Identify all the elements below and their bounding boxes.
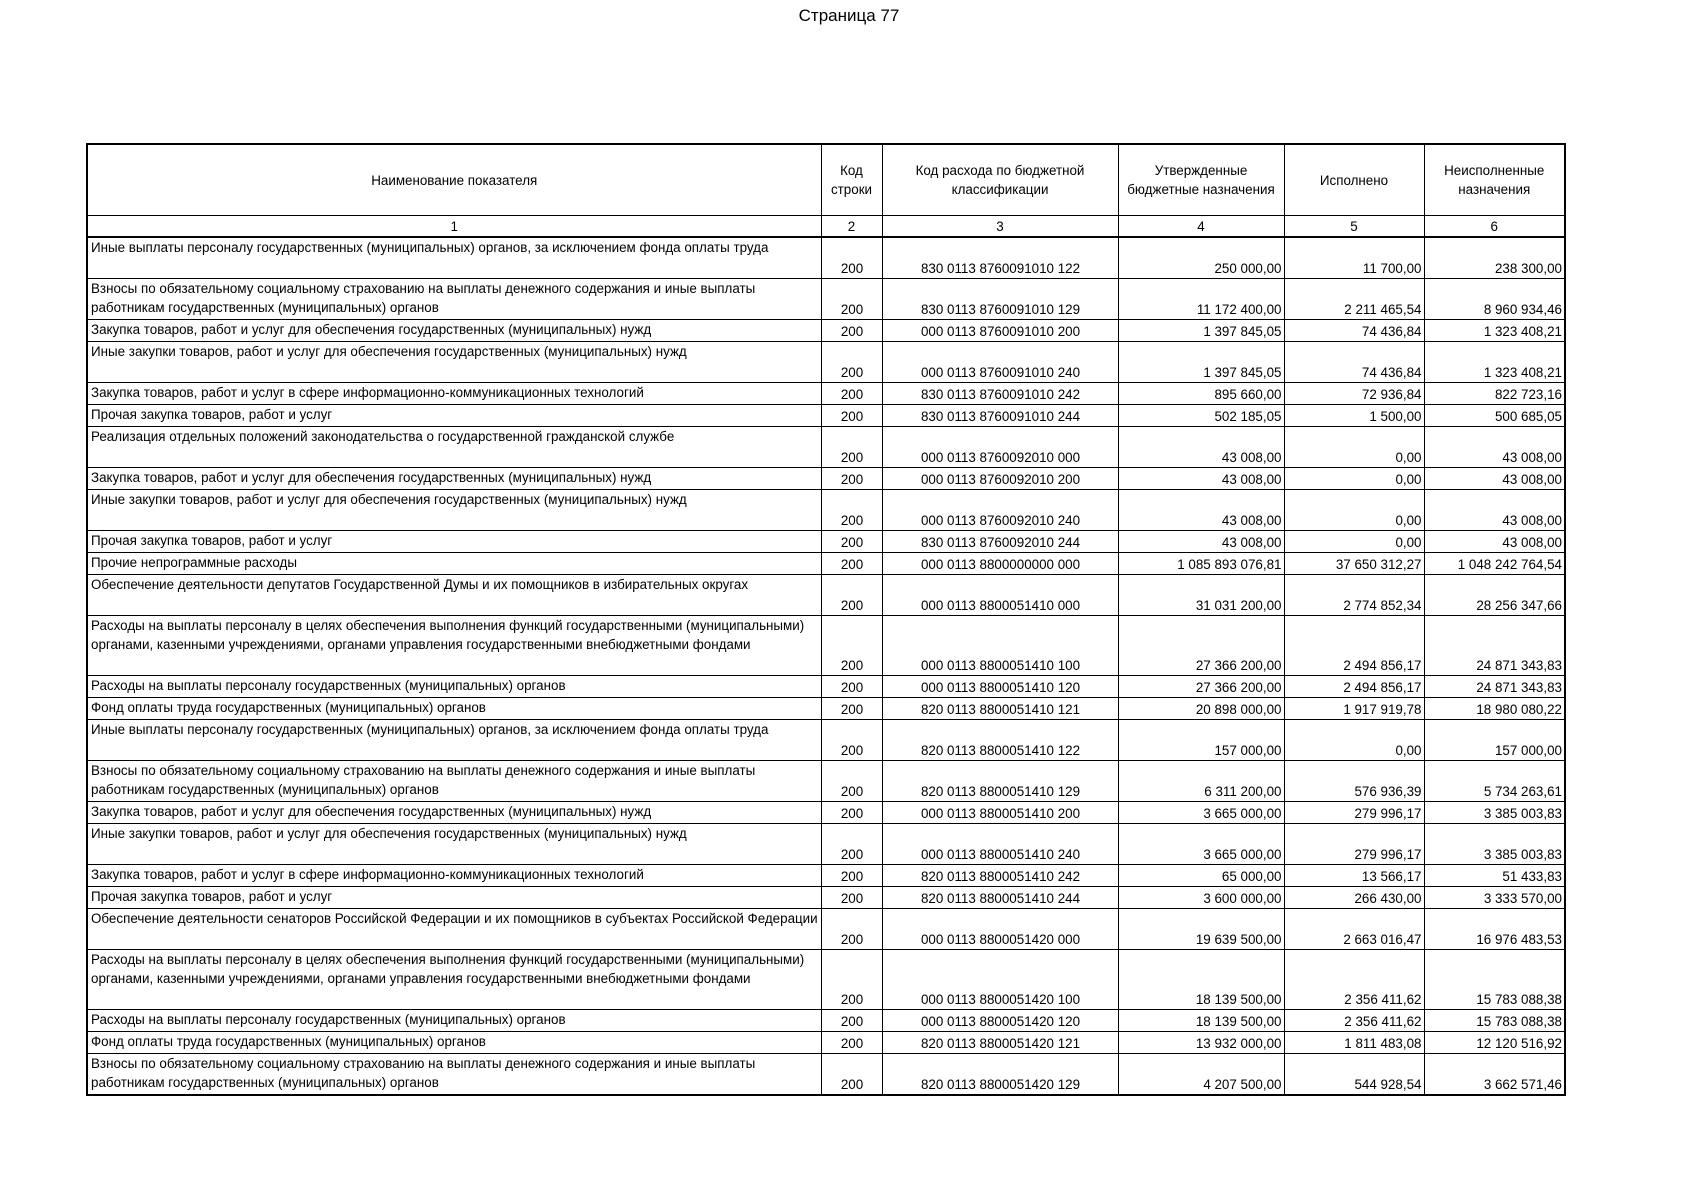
row-budget-code: 830 0113 8760091010 244 <box>882 405 1118 427</box>
row-line-code: 200 <box>821 698 882 720</box>
row-approved: 43 008,00 <box>1118 490 1284 531</box>
table-body <box>87 237 1565 1095</box>
row-name: Взносы по обязательному социальному страхованию на выплаты денежного содержания и иные выплаты работникам государственных (муниципальных) органов <box>87 761 821 802</box>
row-line-code: 200 <box>821 320 882 342</box>
row-approved: 11 172 400,00 <box>1118 279 1284 320</box>
row-executed: 2 211 465,54 <box>1284 279 1424 320</box>
row-executed: 0,00 <box>1284 490 1424 531</box>
row-unexecuted: 3 333 570,00 <box>1424 887 1565 909</box>
row-unexecuted: 1 048 242 764,54 <box>1424 553 1565 575</box>
row-executed: 0,00 <box>1284 531 1424 553</box>
row-executed: 2 356 411,62 <box>1284 1010 1424 1032</box>
row-line-code: 200 <box>821 865 882 887</box>
table-row <box>87 405 1565 427</box>
row-unexecuted: 43 008,00 <box>1424 531 1565 553</box>
row-executed: 72 936,84 <box>1284 383 1424 405</box>
row-unexecuted: 24 871 343,83 <box>1424 676 1565 698</box>
row-budget-code: 000 0113 8800051410 200 <box>882 802 1118 824</box>
table-row <box>87 887 1565 909</box>
row-name: Расходы на выплаты персоналу государственных (муниципальных) органов <box>87 1010 821 1032</box>
row-approved: 502 185,05 <box>1118 405 1284 427</box>
row-approved: 31 031 200,00 <box>1118 575 1284 616</box>
row-executed: 0,00 <box>1284 720 1424 761</box>
table-row <box>87 427 1565 468</box>
row-approved: 43 008,00 <box>1118 427 1284 468</box>
row-executed: 576 936,39 <box>1284 761 1424 802</box>
row-line-code: 200 <box>821 761 882 802</box>
row-unexecuted: 1 323 408,21 <box>1424 342 1565 383</box>
row-budget-code: 000 0113 8800051410 100 <box>882 616 1118 676</box>
row-unexecuted: 500 685,05 <box>1424 405 1565 427</box>
row-executed: 74 436,84 <box>1284 320 1424 342</box>
row-name: Фонд оплаты труда государственных (муниципальных) органов <box>87 1032 821 1054</box>
row-unexecuted: 43 008,00 <box>1424 490 1565 531</box>
column-header-budget-code: Код расхода по бюджетной классификации <box>882 144 1118 216</box>
row-name: Закупка товаров, работ и услуг для обеспечения государственных (муниципальных) нужд <box>87 468 821 490</box>
row-executed: 279 996,17 <box>1284 824 1424 865</box>
row-executed: 0,00 <box>1284 468 1424 490</box>
column-header-line-code: Код строки <box>821 144 882 216</box>
row-approved: 43 008,00 <box>1118 531 1284 553</box>
row-unexecuted: 1 323 408,21 <box>1424 320 1565 342</box>
row-line-code: 200 <box>821 950 882 1010</box>
row-budget-code: 820 0113 8800051420 129 <box>882 1054 1118 1096</box>
row-line-code: 200 <box>821 383 882 405</box>
column-number: 1 <box>87 216 821 238</box>
row-unexecuted: 3 662 571,46 <box>1424 1054 1565 1096</box>
row-name: Закупка товаров, работ и услуг для обеспечения государственных (муниципальных) нужд <box>87 802 821 824</box>
row-line-code: 200 <box>821 531 882 553</box>
row-budget-code: 000 0113 8760092010 200 <box>882 468 1118 490</box>
table-row <box>87 320 1565 342</box>
row-name: Закупка товаров, работ и услуг в сфере информационно-коммуникационных технологий <box>87 865 821 887</box>
row-name: Расходы на выплаты персоналу государственных (муниципальных) органов <box>87 676 821 698</box>
row-budget-code: 000 0113 8800051410 000 <box>882 575 1118 616</box>
column-number: 3 <box>882 216 1118 238</box>
table-row <box>87 802 1565 824</box>
row-approved: 18 139 500,00 <box>1118 1010 1284 1032</box>
row-budget-code: 000 0113 8760091010 200 <box>882 320 1118 342</box>
row-budget-code: 830 0113 8760091010 129 <box>882 279 1118 320</box>
row-budget-code: 000 0113 8800000000 000 <box>882 553 1118 575</box>
row-executed: 1 811 483,08 <box>1284 1032 1424 1054</box>
row-approved: 27 366 200,00 <box>1118 676 1284 698</box>
row-budget-code: 830 0113 8760091010 242 <box>882 383 1118 405</box>
table-row <box>87 761 1565 802</box>
row-executed: 37 650 312,27 <box>1284 553 1424 575</box>
row-unexecuted: 28 256 347,66 <box>1424 575 1565 616</box>
row-line-code: 200 <box>821 342 882 383</box>
table-row <box>87 342 1565 383</box>
column-header-name: Наименование показателя <box>87 144 821 216</box>
row-line-code: 200 <box>821 887 882 909</box>
row-name: Закупка товаров, работ и услуг в сфере информационно-коммуникационных технологий <box>87 383 821 405</box>
page-title: Страница 77 <box>798 6 900 25</box>
row-approved: 1 397 845,05 <box>1118 320 1284 342</box>
row-name: Обеспечение деятельности сенаторов Российской Федерации и их помощников в субъектах Российской Федерации <box>87 909 821 950</box>
row-line-code: 200 <box>821 553 882 575</box>
row-unexecuted: 51 433,83 <box>1424 865 1565 887</box>
row-name: Закупка товаров, работ и услуг для обеспечения государственных (муниципальных) нужд <box>87 320 821 342</box>
row-line-code: 200 <box>821 427 882 468</box>
row-executed: 2 663 016,47 <box>1284 909 1424 950</box>
row-name: Иные закупки товаров, работ и услуг для обеспечения государственных (муниципальных) нужд <box>87 490 821 531</box>
row-unexecuted: 43 008,00 <box>1424 468 1565 490</box>
row-approved: 27 366 200,00 <box>1118 616 1284 676</box>
row-approved: 3 665 000,00 <box>1118 802 1284 824</box>
row-executed: 1 500,00 <box>1284 405 1424 427</box>
row-unexecuted: 24 871 343,83 <box>1424 616 1565 676</box>
row-budget-code: 820 0113 8800051410 129 <box>882 761 1118 802</box>
table-row <box>87 1054 1565 1096</box>
row-name: Иные закупки товаров, работ и услуг для обеспечения государственных (муниципальных) нужд <box>87 342 821 383</box>
row-unexecuted: 157 000,00 <box>1424 720 1565 761</box>
row-budget-code: 000 0113 8760092010 000 <box>882 427 1118 468</box>
row-unexecuted: 43 008,00 <box>1424 427 1565 468</box>
row-executed: 74 436,84 <box>1284 342 1424 383</box>
table-row <box>87 824 1565 865</box>
table-row <box>87 468 1565 490</box>
row-budget-code: 000 0113 8800051410 240 <box>882 824 1118 865</box>
row-name: Иные закупки товаров, работ и услуг для обеспечения государственных (муниципальных) нужд <box>87 824 821 865</box>
row-approved: 3 665 000,00 <box>1118 824 1284 865</box>
row-line-code: 200 <box>821 490 882 531</box>
row-name: Прочая закупка товаров, работ и услуг <box>87 887 821 909</box>
row-line-code: 200 <box>821 237 882 279</box>
row-name: Прочие непрограммные расходы <box>87 553 821 575</box>
table-row <box>87 279 1565 320</box>
row-name: Обеспечение деятельности депутатов Государственной Думы и их помощников в избирательных округах <box>87 575 821 616</box>
row-line-code: 200 <box>821 1010 882 1032</box>
row-approved: 3 600 000,00 <box>1118 887 1284 909</box>
row-budget-code: 830 0113 8760092010 244 <box>882 531 1118 553</box>
table-row <box>87 1010 1565 1032</box>
row-unexecuted: 15 783 088,38 <box>1424 1010 1565 1032</box>
row-line-code: 200 <box>821 824 882 865</box>
column-header-executed: Исполнено <box>1284 144 1424 216</box>
row-executed: 279 996,17 <box>1284 802 1424 824</box>
budget-report-table <box>86 143 1566 1096</box>
row-approved: 1 085 893 076,81 <box>1118 553 1284 575</box>
row-approved: 19 639 500,00 <box>1118 909 1284 950</box>
row-budget-code: 820 0113 8800051410 242 <box>882 865 1118 887</box>
table-row <box>87 490 1565 531</box>
row-unexecuted: 5 734 263,61 <box>1424 761 1565 802</box>
table-row <box>87 383 1565 405</box>
column-number: 5 <box>1284 216 1424 238</box>
row-line-code: 200 <box>821 1032 882 1054</box>
row-unexecuted: 15 783 088,38 <box>1424 950 1565 1010</box>
column-header-approved: Утвержденные бюджетные назначения <box>1118 144 1284 216</box>
row-line-code: 200 <box>821 575 882 616</box>
row-budget-code: 000 0113 8800051420 100 <box>882 950 1118 1010</box>
row-approved: 895 660,00 <box>1118 383 1284 405</box>
row-unexecuted: 3 385 003,83 <box>1424 824 1565 865</box>
column-number: 2 <box>821 216 882 238</box>
row-executed: 2 494 856,17 <box>1284 676 1424 698</box>
table-row <box>87 950 1565 1010</box>
row-budget-code: 000 0113 8760091010 240 <box>882 342 1118 383</box>
table-row <box>87 553 1565 575</box>
row-name: Взносы по обязательному социальному страхованию на выплаты денежного содержания и иные выплаты работникам государственных (муниципальных) органов <box>87 279 821 320</box>
row-budget-code: 000 0113 8800051420 120 <box>882 1010 1118 1032</box>
table-row <box>87 909 1565 950</box>
table-row <box>87 1032 1565 1054</box>
table-row <box>87 720 1565 761</box>
row-approved: 157 000,00 <box>1118 720 1284 761</box>
row-line-code: 200 <box>821 909 882 950</box>
row-executed: 2 356 411,62 <box>1284 950 1424 1010</box>
column-number: 6 <box>1424 216 1565 238</box>
row-budget-code: 830 0113 8760091010 122 <box>882 237 1118 279</box>
table-row <box>87 575 1565 616</box>
row-unexecuted: 822 723,16 <box>1424 383 1565 405</box>
row-unexecuted: 18 980 080,22 <box>1424 698 1565 720</box>
row-name: Взносы по обязательному социальному страхованию на выплаты денежного содержания и иные выплаты работникам государственных (муниципальных) органов <box>87 1054 821 1096</box>
row-name: Иные выплаты персоналу государственных (муниципальных) органов, за исключением фонда оплаты труда <box>87 237 821 279</box>
row-line-code: 200 <box>821 468 882 490</box>
row-executed: 0,00 <box>1284 427 1424 468</box>
row-budget-code: 820 0113 8800051420 121 <box>882 1032 1118 1054</box>
row-budget-code: 820 0113 8800051410 121 <box>882 698 1118 720</box>
row-approved: 1 397 845,05 <box>1118 342 1284 383</box>
row-name: Расходы на выплаты персоналу в целях обеспечения выполнения функций государственными (муниципальными) органами, казенными учреждениями, органами управления государственными внебюджетными фондами <box>87 616 821 676</box>
row-approved: 20 898 000,00 <box>1118 698 1284 720</box>
row-name: Прочая закупка товаров, работ и услуг <box>87 531 821 553</box>
row-line-code: 200 <box>821 676 882 698</box>
row-name: Прочая закупка товаров, работ и услуг <box>87 405 821 427</box>
row-unexecuted: 8 960 934,46 <box>1424 279 1565 320</box>
row-budget-code: 820 0113 8800051410 122 <box>882 720 1118 761</box>
row-budget-code: 820 0113 8800051410 244 <box>882 887 1118 909</box>
row-name: Расходы на выплаты персоналу в целях обеспечения выполнения функций государственными (муниципальными) органами, казенными учреждениями, органами управления государственными внебюджетными фондами <box>87 950 821 1010</box>
row-approved: 13 932 000,00 <box>1118 1032 1284 1054</box>
row-executed: 1 917 919,78 <box>1284 698 1424 720</box>
row-line-code: 200 <box>821 720 882 761</box>
row-budget-code: 000 0113 8800051410 120 <box>882 676 1118 698</box>
row-unexecuted: 238 300,00 <box>1424 237 1565 279</box>
row-executed: 544 928,54 <box>1284 1054 1424 1096</box>
row-budget-code: 000 0113 8800051420 000 <box>882 909 1118 950</box>
row-line-code: 200 <box>821 1054 882 1096</box>
row-executed: 2 774 852,34 <box>1284 575 1424 616</box>
table-row <box>87 237 1565 279</box>
row-approved: 18 139 500,00 <box>1118 950 1284 1010</box>
row-line-code: 200 <box>821 405 882 427</box>
row-name: Иные выплаты персоналу государственных (муниципальных) органов, за исключением фонда оплаты труда <box>87 720 821 761</box>
row-line-code: 200 <box>821 279 882 320</box>
row-executed: 2 494 856,17 <box>1284 616 1424 676</box>
row-approved: 43 008,00 <box>1118 468 1284 490</box>
column-header-unexecuted: Неисполненные назначения <box>1424 144 1565 216</box>
row-unexecuted: 3 385 003,83 <box>1424 802 1565 824</box>
table-row <box>87 616 1565 676</box>
row-executed: 13 566,17 <box>1284 865 1424 887</box>
column-number-row <box>87 216 1565 238</box>
row-approved: 250 000,00 <box>1118 237 1284 279</box>
table-row <box>87 698 1565 720</box>
row-line-code: 200 <box>821 616 882 676</box>
row-line-code: 200 <box>821 802 882 824</box>
row-unexecuted: 12 120 516,92 <box>1424 1032 1565 1054</box>
table-row <box>87 676 1565 698</box>
row-budget-code: 000 0113 8760092010 240 <box>882 490 1118 531</box>
column-number: 4 <box>1118 216 1284 238</box>
row-executed: 266 430,00 <box>1284 887 1424 909</box>
row-unexecuted: 16 976 483,53 <box>1424 909 1565 950</box>
row-executed: 11 700,00 <box>1284 237 1424 279</box>
row-name: Реализация отдельных положений законодательства о государственной гражданской службе <box>87 427 821 468</box>
row-approved: 4 207 500,00 <box>1118 1054 1284 1096</box>
table-row <box>87 531 1565 553</box>
row-name: Фонд оплаты труда государственных (муниципальных) органов <box>87 698 821 720</box>
row-approved: 65 000,00 <box>1118 865 1284 887</box>
row-approved: 6 311 200,00 <box>1118 761 1284 802</box>
table-row <box>87 865 1565 887</box>
table-header-row <box>87 144 1565 216</box>
